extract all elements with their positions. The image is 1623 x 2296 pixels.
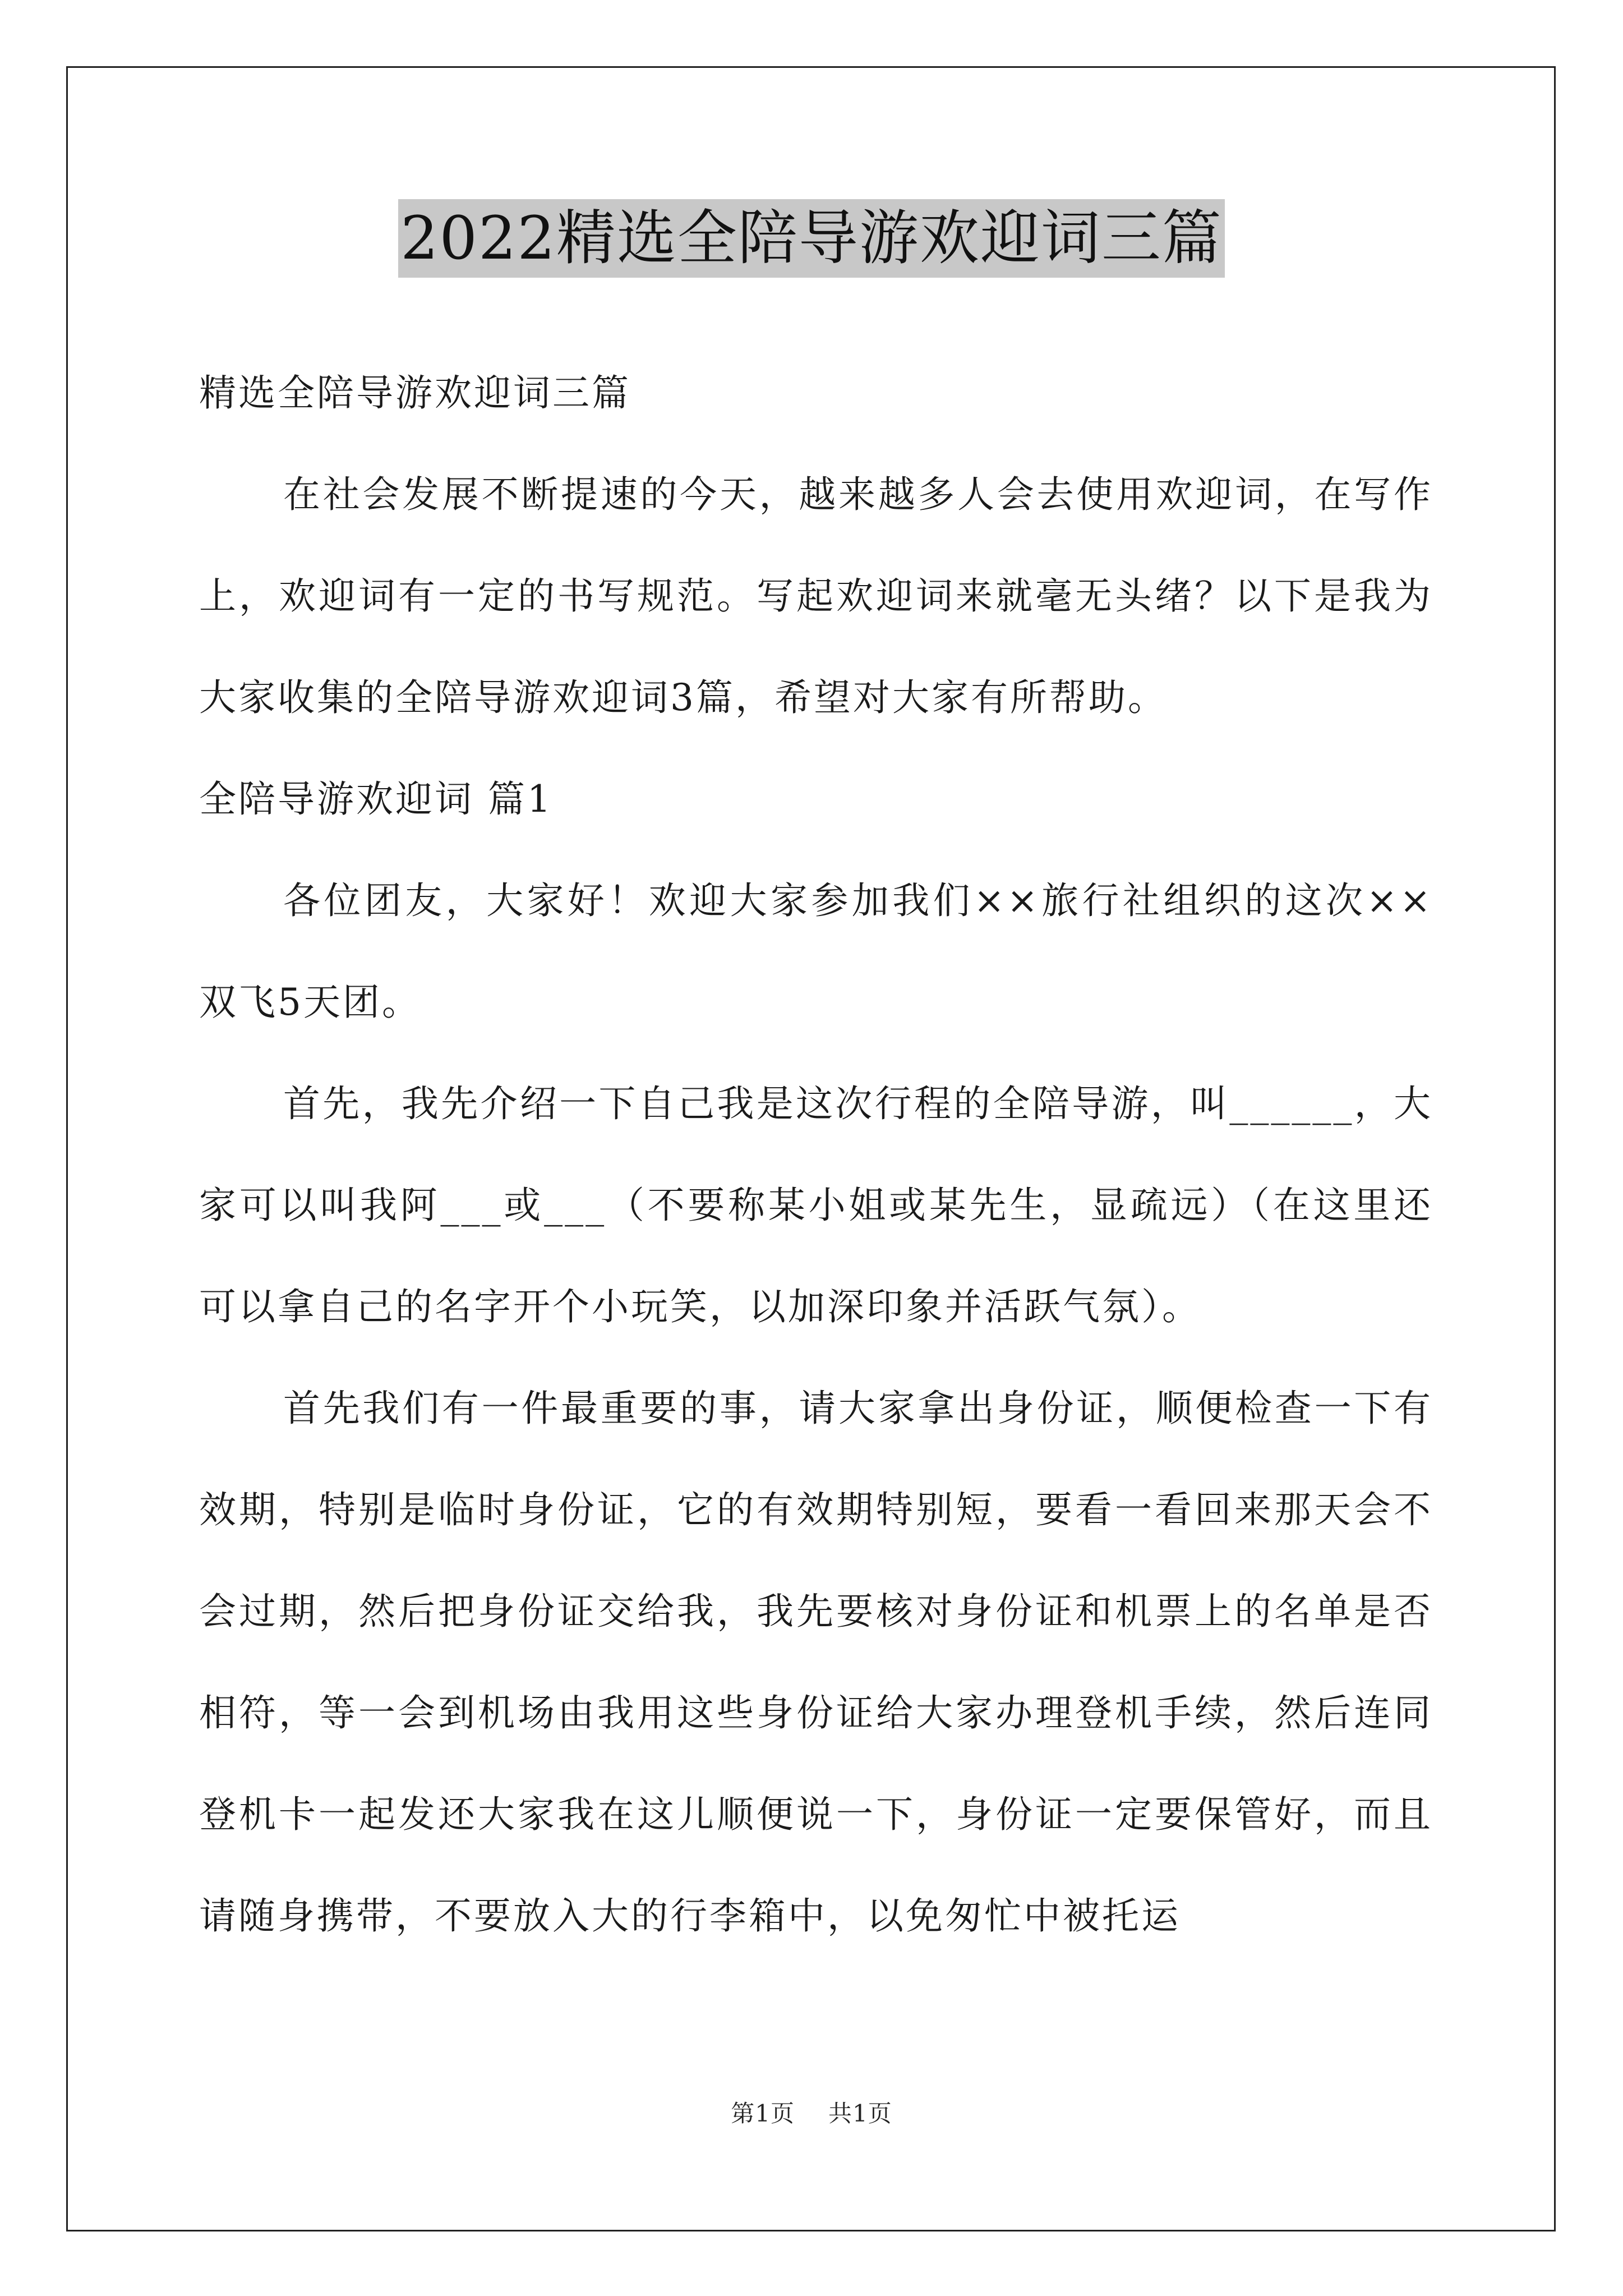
- document-body: [199, 342, 1433, 1967]
- page-total: 共1页: [828, 2100, 892, 2127]
- title-wrap: [0, 199, 1623, 278]
- paragraph-subtitle: 精选全陪导游欢迎词三篇: [199, 371, 631, 415]
- document-title: 2022精选全陪导游欢迎词三篇: [398, 199, 1225, 278]
- page-number: 第1页: [731, 2100, 795, 2127]
- paragraph-greeting: 各位团友，大家好！欢迎大家参加我们××旅行社组织的这次××双飞5天团。: [199, 879, 1433, 1024]
- section-heading: 全陪导游欢迎词 篇1: [199, 777, 553, 821]
- page-footer: [0, 2095, 1623, 2129]
- paragraph-id-check: 首先我们有一件最重要的事，请大家拿出身份证，顺便检查一下有效期，特别是临时身份证，它的有效期特别短，要看一看回来那天会不会过期，然后把身份证交给我，我先要核对身份证和机票上的名单是否相符，等一会到机场由我用这些身份证给大家办理登机手续，然后连同登机卡一起发还大家我在这儿顺便说一下，身份证一定要保管好，而且请随身携带，不要放入大的行李箱中，以免匆忙中被托运: [199, 1387, 1433, 1938]
- paragraph-intro: 在社会发展不断提速的今天，越来越多人会去使用欢迎词，在写作上，欢迎词有一定的书写规范。写起欢迎词来就毫无头绪？以下是我为大家收集的全陪导游欢迎词3篇，希望对大家有所帮助。: [199, 473, 1433, 719]
- paragraph-self-intro: 首先，我先介绍一下自己我是这次行程的全陪导游，叫______，大家可以叫我阿___或___（不要称某小姐或某先生，显疏远）（在这里还可以拿自己的名字开个小玩笑，以加深印象并活跃气氛）。: [199, 1082, 1433, 1328]
